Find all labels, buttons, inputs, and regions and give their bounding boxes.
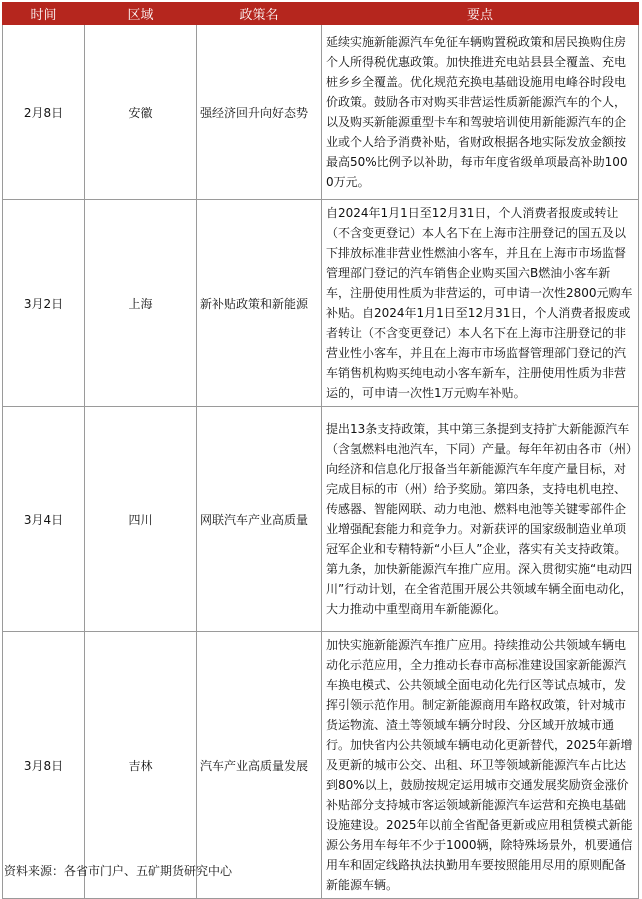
row-date: 3月4日 [3,407,85,632]
table-row [3,200,639,407]
row-region: 吉林 [85,632,197,899]
table-row [3,407,639,632]
row-region: 安徽 [85,25,197,200]
table-row [3,632,639,899]
policy-table [2,2,639,899]
row-points: 自2024年1月1日至12月31日，个人消费者报废或转让（不含变更登记）本人名下在上海市注册登记的国五及以下排放标准非营业性燃油小客车，并且在上海市市场监督管理部门登记的汽车销售企业购买国六B燃油小客车新车，注册使用性质为非营运的，可申请一次性2800元购车补贴。自2024年1月1日至12月31日，个人消费者报废或者转让（不含变更登记）本人名下在上海市注册登记的非营业性小客车，并且在上海市市场监督管理部门登记的汽车销售机构购买纯电动小客车新车，注册使用性质为非营运的，可申请一次性1万元购车补贴。 [322,200,639,407]
header-time: 时间 [3,3,85,25]
row-region: 四川 [85,407,197,632]
row-date: 3月2日 [3,200,85,407]
table-header-row [3,3,639,25]
row-points: 提出13条支持政策，其中第三条提到支持扩大新能源汽车（含氢燃料电池汽车，下同）产量。每年年初由各市（州）向经济和信息化厅报备当年新能源汽车年度产量目标，对完成目标的市（州）给予奖励。第四条，支持电机电控、传感器、智能网联、动力电池、燃料电池等关键零部件企业增强配套能力和竞争力。对新获评的国家级制造业单项冠军企业和专精特新“小巨人”企业，落实有关支持政策。第九条，加快新能源汽车推广应用。深入贯彻实施“电动四川”行动计划，在全省范围开展公共领域车辆全面电动化，大力推动中重型商用车新能源化。 [322,407,639,632]
row-policy: 新补贴政策和新能源 [197,200,322,407]
row-date: 2月8日 [3,25,85,200]
row-policy: 强经济回升向好态势 [197,25,322,200]
table-row [3,25,639,200]
source-note: 资料来源：各省市门户、五矿期货研究中心 [4,864,233,878]
header-points: 要点 [322,3,639,25]
header-policy: 政策名 [197,3,322,25]
header-region: 区域 [85,3,197,25]
row-policy: 网联汽车产业高质量 [197,407,322,632]
row-region: 上海 [85,200,197,407]
row-points: 延续实施新能源汽车免征车辆购置税政策和居民换购住房个人所得税优惠政策。加快推进充电站县县全覆盖、充电桩乡乡全覆盖。优化规范充换电基础设施用电峰谷时段电价政策。鼓励各市对购买非营运性质新能源汽车的个人，以及购买新能源重型卡车和驾驶培训使用新能源汽车的企业或个人给予消费补贴，省财政根据各地实际发放金额按最高50%比例予以补助，每市年度省级单项最高补助1000万元。 [322,25,639,200]
row-points: 加快实施新能源汽车推广应用。持续推动公共领域车辆电动化示范应用，全力推动长春市高标准建设国家新能源汽车换电模式、公共领域全面电动化先行区等试点城市，发挥引领示范作用。制定新能源商用车路权政策，针对城市货运物流、渣土等领域车辆分时段、分区域开放城市通行。加快省内公共领域车辆电动化更新替代，2025年新增及更新的城市公交、出租、环卫等领域新能源汽车占比达到80%以上，鼓励按规定运用城市交通发展奖励资金涨价补贴部分支持城市客运领域新能源汽车运营和充换电基础设施建设。2025年以前全省配备更新或应用租赁模式新能源公务用车每年不少于1000辆，除特殊场景外，机要通信用车和固定线路执法执勤用车要按照能用尽用的原则配备新能源车辆。 [322,632,639,899]
row-date: 3月8日 [3,632,85,899]
row-policy: 汽车产业高质量发展 [197,632,322,899]
